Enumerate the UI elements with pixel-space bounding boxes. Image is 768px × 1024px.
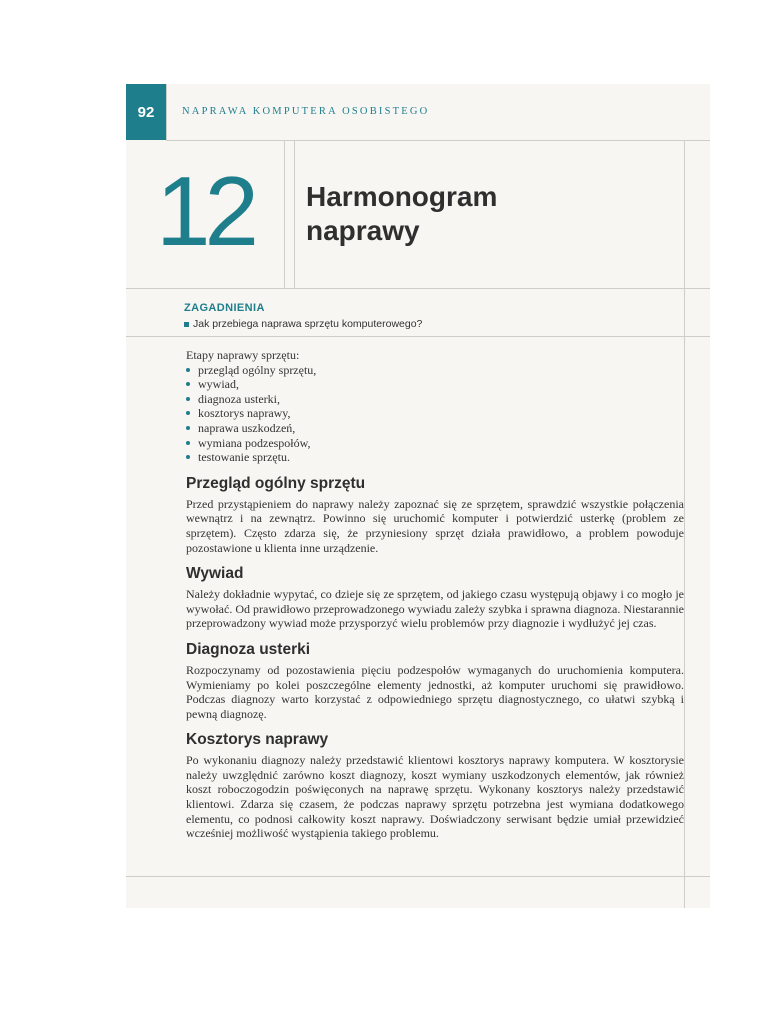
bullet-icon [186, 382, 190, 386]
section-body-przeglad: Przed przystąpieniem do naprawy należy zapoznać się ze sprzętem, sprawdzić wszystkie połączenia wewnątrz i na zewnątrz. Powinno się uruchomić komputer i potwierdzić usterkę (problem ze sprzętem). Często zdarza się, że przyniesiony sprzęt działa prawidłowo, a problem powoduje pozostawione u klienta inne urządzenie. [186, 496, 684, 555]
right-margin-rule [684, 140, 685, 908]
main-content [186, 348, 684, 841]
list-item-text: naprawa uszkodzeń, [198, 420, 296, 435]
title-divider-2 [294, 140, 295, 288]
list-item [186, 377, 684, 392]
chapter-number: 12 [156, 156, 254, 266]
section-heading-wywiad: Wywiad [186, 565, 244, 583]
chapter-title: Harmonogram naprawy [306, 181, 498, 246]
title-divider [284, 140, 285, 288]
running-title: NAPRAWA KOMPUTERA OSOBISTEGO [182, 106, 430, 117]
section-heading-przeglad: Przegląd ogólny sprzętu [186, 474, 366, 492]
header-rule [166, 140, 710, 141]
list-item [186, 436, 684, 451]
list-item-text: diagnoza usterki, [198, 391, 280, 406]
section-heading-kosztorys: Kosztorys naprawy [186, 731, 329, 749]
list-item-text: wymiana podzespołów, [198, 435, 311, 450]
bullet-icon [186, 426, 190, 430]
list-item [186, 421, 684, 436]
section-body-diagnoza: Rozpoczynamy od pozostawienia pięciu podzespołów wymaganych do uruchomienia komputera. Wymieniamy po kolei poszczególne elementy jednostki, aż komputer uruchomi się prawidłowo. Podczas diagnozy warto korzystać z odpowiedniego sprzętu diagnostycznego, co ułatwi szybką i pewną diagnozę. [186, 662, 684, 721]
list-item-text: kosztorys naprawy, [198, 406, 291, 421]
intro-label: Etapy naprawy sprzętu: [186, 348, 300, 362]
list-item [186, 392, 684, 407]
zagadnienia-rule [126, 336, 710, 337]
bullet-icon [186, 368, 190, 372]
chapter-rule [126, 288, 710, 289]
section-heading-diagnoza: Diagnoza usterki [186, 640, 311, 658]
list-item-text: wywiad, [198, 377, 239, 392]
book-page [126, 84, 710, 908]
list-item [186, 406, 684, 421]
zagadnienia-question [184, 318, 422, 330]
bullet-icon [186, 411, 190, 415]
list-item [186, 450, 684, 465]
footer-rule [126, 876, 710, 877]
list-item [186, 363, 684, 378]
page-number: 92 [126, 84, 166, 140]
list-item-text: testowanie sprzętu. [198, 450, 290, 465]
section-body-kosztorys: Po wykonaniu diagnozy należy przedstawić klientowi kosztorys naprawy komputera. W kosztorysie należy uwzględnić zarówno koszt diagnozy, koszt wymiany uszkodzonych elementów, jak również koszt roboczogodzin poświęconych na naprawę sprzętu. Wykonany kosztorys należy przedstawić klientowi. Zdarza się czasem, że podczas naprawy sprzętu potrzebna jest wymiana dodatkowego elementu, co podnosi całkowity koszt naprawy. Doświadczony serwisant będzie umiał przewidzieć wcześniej możliwość wystąpienia takiego problemu. [186, 753, 684, 841]
bullet-icon [186, 441, 190, 445]
column-rule-left [166, 84, 167, 140]
repair-stages-list [186, 363, 684, 465]
zagadnienia-heading: ZAGADNIENIA [184, 302, 265, 314]
list-item-text: przegląd ogólny sprzętu, [198, 362, 317, 377]
square-bullet-icon [184, 322, 189, 327]
section-body-wywiad: Należy dokładnie wypytać, co dzieje się ze sprzętem, od jakiego czasu występują objawy i co mogło je wywołać. Od prawidłowo przeprowadzonego wywiadu zależy szybka i sprawna diagnoza. Niestarannie przeprowadzony wywiad może przysporzyć wielu problemów przy diagnozie i wydłużyć jej czas. [186, 587, 684, 631]
zagadnienia-question-text: Jak przebiega naprawa sprzętu komputerowego? [193, 318, 423, 330]
bullet-icon [186, 397, 190, 401]
bullet-icon [186, 455, 190, 459]
